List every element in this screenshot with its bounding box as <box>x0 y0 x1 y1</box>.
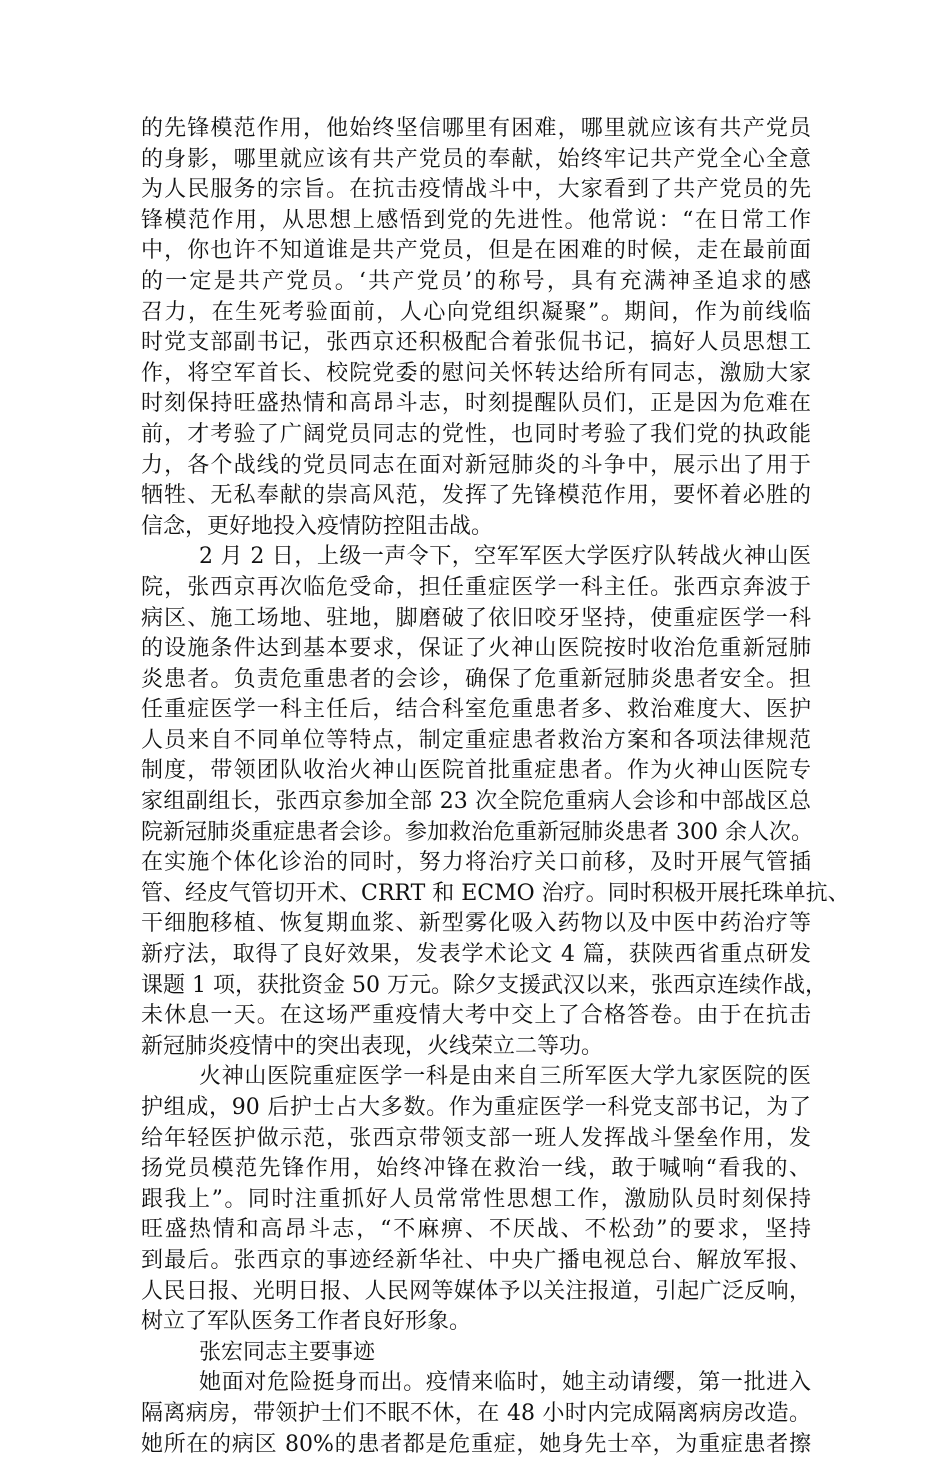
text-line: 课题 1 项，获批资金 50 万元。除夕支援武汉以来，张西京连续作战， <box>141 972 827 998</box>
text-line: 为人民服务的宗旨。在抗击疫情战斗中，大家看到了共产党员的先 <box>141 177 811 203</box>
text-line: 跟我上”。同时注重抓好人员常常性思想工作，激励队员时刻保持 <box>141 1186 811 1212</box>
text-line: 召力，在生死考验面前，人心向党组织凝聚”。期间，作为前线临 <box>141 299 811 325</box>
text-line: 中，你也许不知道谁是共产党员，但是在困难的时候，走在最前面 <box>141 238 811 264</box>
text-line: 前，才考验了广阔党员同志的党性，也同时考验了我们党的执政能 <box>141 421 811 447</box>
text-line: 未休息一天。在这场严重疫情大考中交上了合格答卷。由于在抗击 <box>141 1003 811 1029</box>
text-line: 家组副组长，张西京参加全部 23 次全院危重病人会诊和中部战区总 <box>141 789 811 815</box>
text-line: 在实施个体化诊治的同时，努力将治疗关口前移，及时开展气管插 <box>141 850 811 876</box>
paragraph <box>141 1062 811 1337</box>
text-line: 人民日报、光明日报、人民网等媒体予以关注报道，引起广泛反响， <box>141 1278 811 1304</box>
text-line: 到最后。张西京的事迹经新华社、中央广播电视总台、解放军报、 <box>141 1247 811 1273</box>
text-line: 隔离病房，带领护士们不眠不休，在 48 小时内完成隔离病房改造。 <box>141 1400 811 1426</box>
text-line: 管、经皮气管切开术、CRRT 和 ECMO 治疗。同时积极开展托珠单抗、 <box>141 880 850 906</box>
text-line: 力，各个战线的党员同志在面对新冠肺炎的斗争中，展示出了用于 <box>141 452 811 478</box>
text-line: 2 月 2 日，上级一声令下，空军军医大学医疗队转战火神山医 <box>199 544 811 570</box>
text-line: 火神山医院重症医学一科是由来自三所军医大学九家医院的医 <box>199 1064 811 1090</box>
text-line: 她面对危险挺身而出。疫情来临时，她主动请缨，第一批进入 <box>199 1370 811 1396</box>
text-line: 的一定是共产党员。‘共产党员’的称号，具有充满神圣追求的感 <box>141 268 811 294</box>
text-line: 新冠肺炎疫情中的突出表现，火线荣立二等功。 <box>141 1033 604 1059</box>
text-line: 牺牲、无私奉献的崇高风范，发挥了先锋模范作用，要怀着必胜的 <box>141 483 811 509</box>
text-line: 给年轻医护做示范，张西京带领支部一班人发挥战斗堡垒作用，发 <box>141 1125 811 1151</box>
text-line: 院，张西京再次临危受命，担任重症医学一科主任。张西京奔波于 <box>141 574 811 600</box>
paragraph <box>141 542 850 1062</box>
text-line: 她所在的病区 80%的患者都是危重症，她身先士卒，为重症患者擦 <box>141 1431 811 1457</box>
paragraph <box>141 1368 811 1460</box>
text-line: 张宏同志主要事迹 <box>199 1339 376 1365</box>
document-body <box>141 114 850 1460</box>
text-line: 扬党员模范先锋作用，始终冲锋在救治一线，敢于喊响“看我的、 <box>141 1156 811 1182</box>
text-line: 的先锋模范作用，他始终坚信哪里有困难，哪里就应该有共产党员 <box>141 116 811 141</box>
text-line: 病区、施工场地、驻地，脚磨破了依旧咬牙坚持，使重症医学一科 <box>141 605 811 631</box>
text-line: 的身影，哪里就应该有共产党员的奉献，始终牢记共产党全心全意 <box>141 146 811 172</box>
paragraph <box>141 114 811 542</box>
text-line: 旺盛热情和高昂斗志，“不麻痹、不厌战、不松劲”的要求，坚持 <box>141 1217 811 1243</box>
text-line: 炎患者。负责危重患者的会诊，确保了危重新冠肺炎患者安全。担 <box>141 666 811 692</box>
text-line: 信念，更好地投入疫情防控阻击战。 <box>141 513 494 539</box>
paragraph <box>141 1338 811 1369</box>
text-line: 时刻保持旺盛热情和高昂斗志，时刻提醒队员们，正是因为危难在 <box>141 391 811 417</box>
text-line: 干细胞移植、恢复期血浆、新型雾化吸入药物以及中医中药治疗等 <box>141 911 811 937</box>
text-line: 制度，带领团队收治火神山医院首批重症患者。作为火神山医院专 <box>141 758 811 784</box>
text-line: 锋模范作用，从思想上感悟到党的先进性。他常说：“在日常工作 <box>141 207 811 233</box>
text-line: 作，将空军首长、校院党委的慰问关怀转达给所有同志，激励大家 <box>141 360 811 386</box>
text-line: 院新冠肺炎重症患者会诊。参加救治危重新冠肺炎患者 300 余人次。 <box>141 819 813 845</box>
text-line: 护组成，90 后护士占大多数。作为重症医学一科党支部书记，为了 <box>141 1095 811 1120</box>
text-line: 任重症医学一科主任后，结合科室危重患者多、救治难度大、医护 <box>141 697 811 723</box>
text-line: 时党支部副书记，张西京还积极配合着张侃书记，搞好人员思想工 <box>141 330 811 356</box>
text-line: 的设施条件达到基本要求，保证了火神山医院按时收治危重新冠肺 <box>141 636 811 662</box>
text-line: 人员来自不同单位等特点，制定重症患者救治方案和各项法律规范 <box>141 727 811 753</box>
text-line: 新疗法，取得了良好效果，发表学术论文 4 篇，获陕西省重点研发 <box>141 942 811 968</box>
text-line: 树立了军队医务工作者良好形象。 <box>141 1309 472 1335</box>
